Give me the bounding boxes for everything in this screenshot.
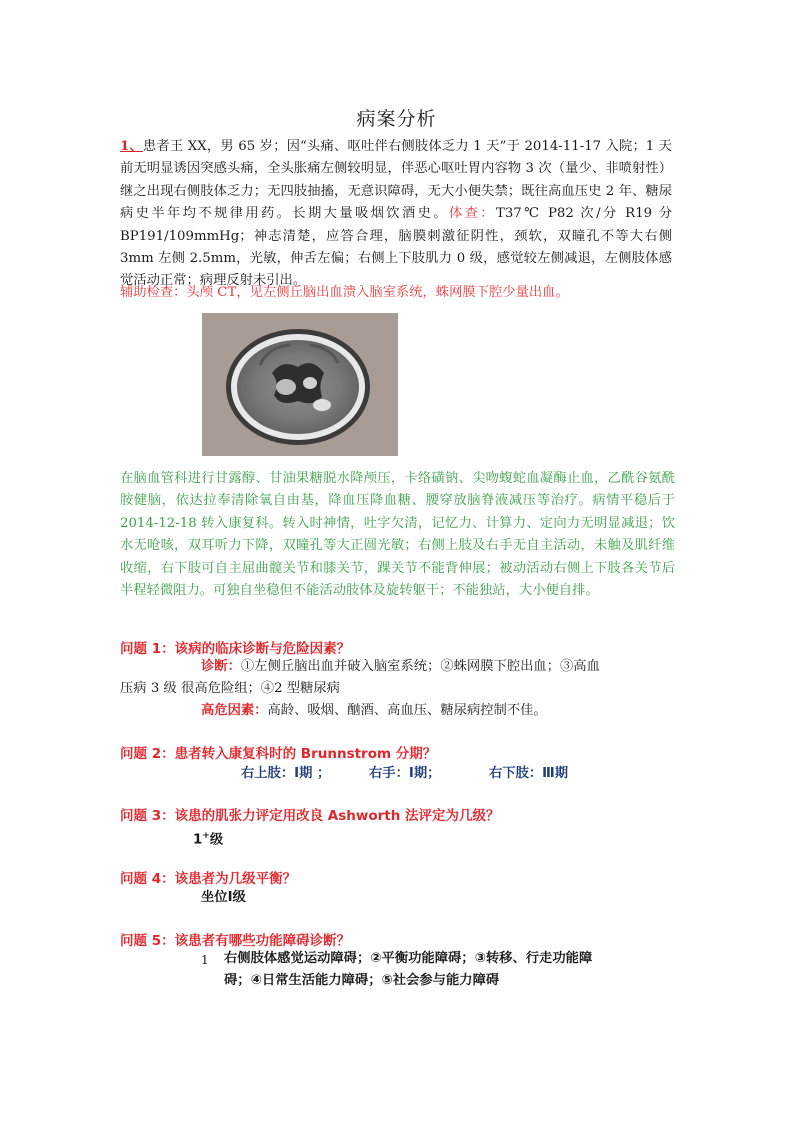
risk-text: 高龄、吸烟、酗酒、高血压、糖尿病控制不佳。 xyxy=(267,703,547,718)
diagnosis-text: ①左侧丘脑出血并破入脑室系统；②蛛网膜下腔出血；③高血 xyxy=(240,659,600,674)
question-1: 问题 1：该病的临床诊断与危险因素？ xyxy=(120,641,351,657)
aux-text: 头颅 CT，见左侧丘脑出血溃入脑室系统，蛛网膜下腔少量出血。 xyxy=(186,285,569,300)
brunnstrom-upper-limb: 右上肢：Ⅰ期 ； xyxy=(241,766,331,781)
question-4: 问题 4：该患者为几级平衡？ xyxy=(120,871,297,887)
auxiliary-exam xyxy=(120,282,680,304)
treatment-paragraph: 在脑血管科进行甘露醇、甘油果糖脱水降颅压，卡络磺钠、尖吻蝮蛇血凝酶止血，乙酰谷氨酰胺健脑，依达拉奉清除氧自由基，降血压降血糖、腰穿放脑脊液减压等治疗。病情平稳后于 2014-12-18 转入康复科。转入时神情，吐字欠清，记忆力、计算力、定向力无明显减退；饮水无呛咳，双耳听力下降，双瞳孔等大正圆光敏；右侧上肢及右手无自主活动，未触及肌纤维收缩，右下肢可自主屈曲髋关节和膝关节，踝关节不能背伸展；被动活动右侧上下肢各关节后半程轻微阻力。可独自坐稳但不能活动肢体及旋转躯干；不能独站，大小便自排。 xyxy=(120,471,675,599)
ashworth-grade-sup: + xyxy=(202,831,210,841)
exam-text: T37℃ P82 次/分 R19 分 BP191/109mmHg；神志清楚，应答合理，脑膜刺激征阴性，颈软，双瞳孔不等大右侧 3mm 左侧 2.5mm，光敏，伸舌左偏；右侧上下肢肌力 0 级，感觉较左侧减退，左侧肢体感觉活动正常；病理反射未引出。 xyxy=(120,206,672,289)
q5-answer-line-2: 碍；④日常生活能力障碍；⑤社会参与能力障碍 xyxy=(224,973,500,988)
diagnosis-label: 诊断： xyxy=(201,659,241,674)
ashworth-grade-value: 1 xyxy=(193,832,203,848)
ashworth-grade-suffix: 级 xyxy=(209,832,224,848)
q5-answer-line-1: 右侧肢体感觉运动障碍；②平衡功能障碍；③转移、行走功能障 xyxy=(224,951,593,966)
q1-diagnosis-line xyxy=(201,656,600,679)
q1-diagnosis-continued: 压病 3 级 很高危险组；④2 型糖尿病 xyxy=(120,681,340,696)
question-2: 问题 2：患者转入康复科时的 Brunnstrom 分期？ xyxy=(120,746,437,762)
case-paragraph xyxy=(120,136,672,293)
list-marker: 1 xyxy=(201,953,209,967)
question-5: 问题 5：该患者有哪些功能障碍诊断？ xyxy=(120,933,351,949)
ct-scan-image xyxy=(202,313,398,456)
question-3: 问题 3：该患的肌张力评定用改良 Ashworth 法评定为几级？ xyxy=(120,808,500,824)
balance-grade: 坐位Ⅰ级 xyxy=(201,890,246,905)
case-description xyxy=(120,136,672,293)
aux-label: 辅助检查： xyxy=(120,285,187,300)
brunnstrom-hand: 右手：Ⅰ期； xyxy=(369,766,441,781)
brain-ct-scan-icon xyxy=(202,313,398,456)
case-intro: 患者王 XX，男 65 岁；因“头痛、呕吐伴右侧肢体乏力 1 天”于 2014-11-17 入院；1 天前无明显诱因突感头痛，全头胀痛左侧较明显，伴恶心呕吐胃内容物 3 次（量少、非喷射性） 继之出现右侧肢体乏力；无四肢抽搐，无意识障碍，无大小便失禁；既往高血压史 2 年、糖尿病史半年均不规律用药。长期大量吸烟饮酒史。 xyxy=(120,139,672,222)
page-title: 病案分析 xyxy=(356,108,437,130)
brunnstrom-lower-limb: 右下肢：Ⅲ期 xyxy=(489,766,569,781)
q1-risk-line xyxy=(201,700,547,723)
ashworth-grade xyxy=(193,825,223,852)
exam-label: 体查： xyxy=(448,206,496,222)
risk-label: 高危因素： xyxy=(201,703,268,718)
case-number: 1、 xyxy=(120,139,143,154)
